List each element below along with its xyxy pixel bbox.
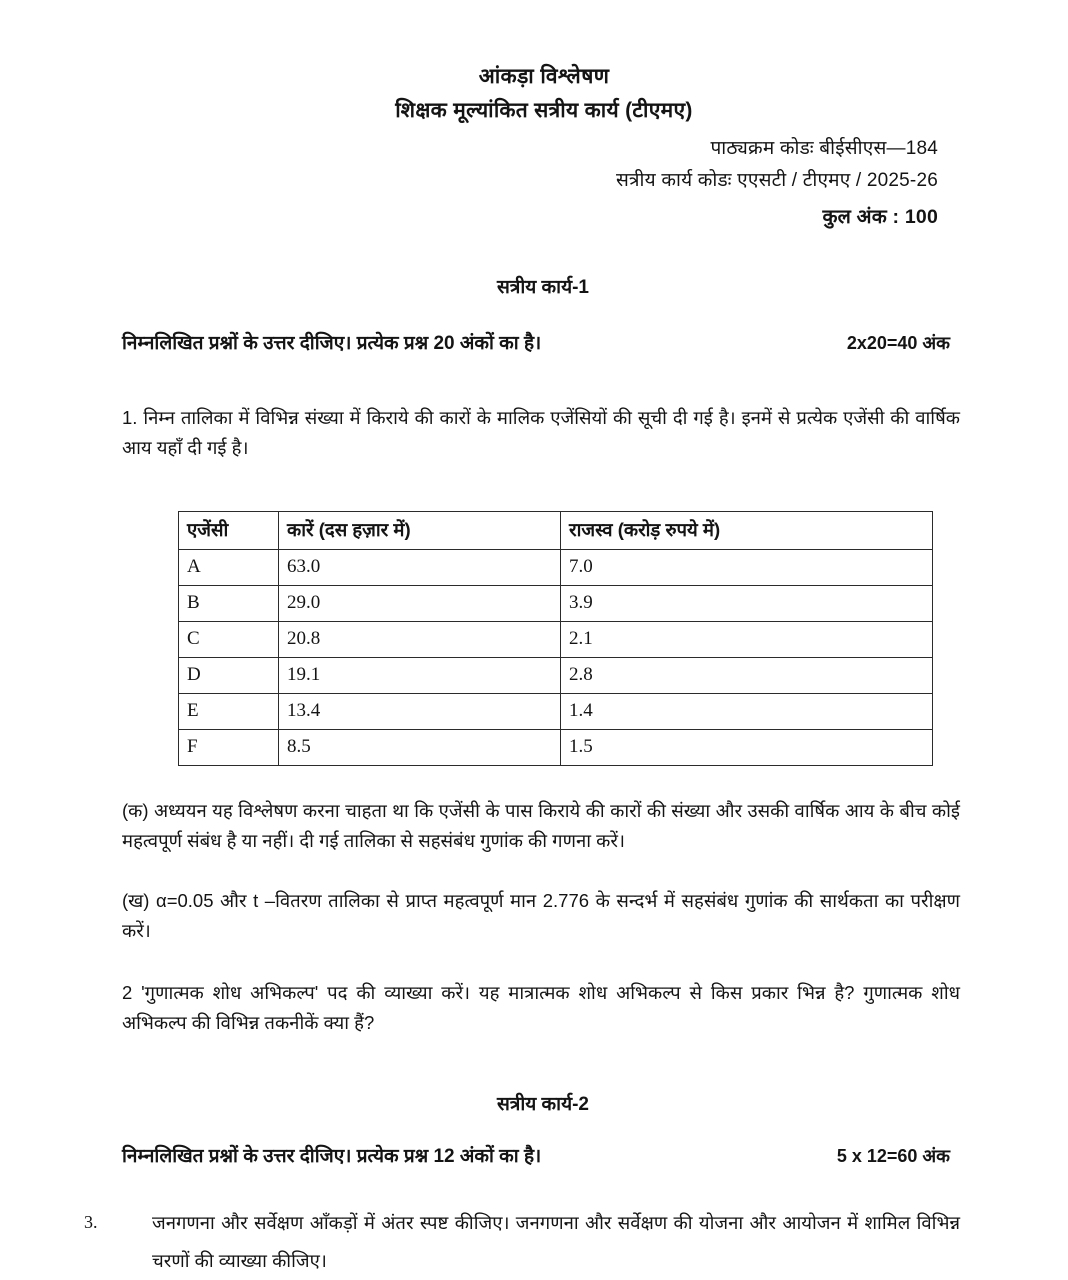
cell-cars: 13.4 — [279, 693, 561, 729]
question-3-number: 3. — [84, 1211, 98, 1232]
assignment-2-title: सत्रीय कार्य-2 — [497, 1093, 589, 1115]
question-3 — [0, 1204, 1068, 1280]
assignment-1-instruction-row — [0, 329, 1068, 355]
cell-revenue: 7.0 — [561, 549, 933, 585]
column-header-revenue: राजस्व (करोड़ रुपये में) — [561, 511, 933, 549]
cell-cars: 63.0 — [279, 549, 561, 585]
assignment-2-section — [0, 1090, 1068, 1280]
cell-agency: A — [179, 549, 279, 585]
assignment-1-title: सत्रीय कार्य-1 — [497, 277, 589, 298]
assignment-2-marks: 5 x 12=60 अंक — [836, 1145, 950, 1166]
assignment-1-instruction: निम्नलिखित प्रश्नों के उत्तर दीजिए। प्रत्येक प्रश्न 20 अंकों का है। — [122, 333, 542, 354]
cell-cars: 19.1 — [279, 657, 561, 693]
table-row — [179, 657, 933, 693]
column-header-agency: एजेंसी — [179, 511, 279, 549]
cell-revenue: 2.8 — [561, 657, 933, 693]
question-1-intro: 1. निम्न तालिका में विभिन्न संख्या में किराये की कारों के मालिक एजेंसियों की सूची दी गई है। इनमें से प्रत्येक एजेंसी की वार्षिक आय यहाँ दी गई है। — [122, 407, 960, 458]
cell-revenue: 2.1 — [561, 621, 933, 657]
cell-revenue: 3.9 — [561, 585, 933, 621]
agency-table-wrapper — [0, 511, 1068, 766]
cell-cars: 8.5 — [279, 729, 561, 765]
question-3-text: जनगणना और सर्वेक्षण आँकड़ों में अंतर स्पष्ट कीजिए। जनगणना और सर्वेक्षण की योजना और आयोजन में शामिल विभिन्न चरणों की व्याख्या कीजिए। — [152, 1211, 960, 1271]
table-header-row — [179, 511, 933, 549]
table-row — [179, 693, 933, 729]
column-header-cars: कारें (दस हज़ार में) — [279, 511, 561, 549]
cell-revenue: 1.5 — [561, 729, 933, 765]
document-title: आंकड़ा विश्लेषण — [478, 65, 610, 88]
assignment-2-instruction: निम्नलिखित प्रश्नों के उत्तर दीजिए। प्रत्येक प्रश्न 12 अंकों का है। — [122, 1145, 542, 1167]
cell-agency: B — [179, 585, 279, 621]
cell-agency: E — [179, 693, 279, 729]
cell-revenue: 1.4 — [561, 693, 933, 729]
course-code: पाठ्यक्रम कोडः बीईसीएस—184 — [710, 138, 938, 159]
assignment-2-instruction-row — [0, 1142, 1068, 1168]
assignment-code: सत्रीय कार्य कोडः एएसटी / टीएमए / 2025-26 — [616, 170, 938, 191]
cell-agency: C — [179, 621, 279, 657]
cell-agency: F — [179, 729, 279, 765]
table-row — [179, 621, 933, 657]
question-1-part-b: (ख) α=0.05 और t –वितरण तालिका से प्राप्त महत्वपूर्ण मान 2.776 के सन्दर्भ में सहसंबंध गुणांक की सार्थकता का परीक्षण करें। — [122, 889, 960, 941]
document-header — [0, 0, 1068, 229]
cell-cars: 29.0 — [279, 585, 561, 621]
table-row — [179, 549, 933, 585]
document-subtitle: शिक्षक मूल्यांकित सत्रीय कार्य (टीएमए) — [395, 99, 693, 122]
table-row — [179, 729, 933, 765]
question-1-part-a: (क) अध्ययन यह विश्लेषण करना चाहता था कि एजेंसी के पास किराये की कारों की संख्या और उसकी वार्षिक आय के बीच कोई महत्वपूर्ण संबंध है या नहीं। दी गई तालिका से सहसंबंध गुणांक की गणना करें। — [122, 799, 960, 851]
cell-cars: 20.8 — [279, 621, 561, 657]
total-marks: कुल अंक : 100 — [822, 206, 938, 228]
assignment-1-section — [0, 273, 1068, 1038]
assignment-1-marks: 2x20=40 अंक — [846, 333, 950, 353]
cell-agency: D — [179, 657, 279, 693]
agency-revenue-table — [178, 511, 933, 766]
question-2: 2 'गुणात्मक शोध अभिकल्प' पद की व्याख्या करें। यह मात्रात्मक शोध अभिकल्प से किस प्रकार भिन्न है? गुणात्मक शोध अभिकल्प की विभिन्न तकनीकें क्या हैं? — [122, 981, 960, 1033]
table-row — [179, 585, 933, 621]
